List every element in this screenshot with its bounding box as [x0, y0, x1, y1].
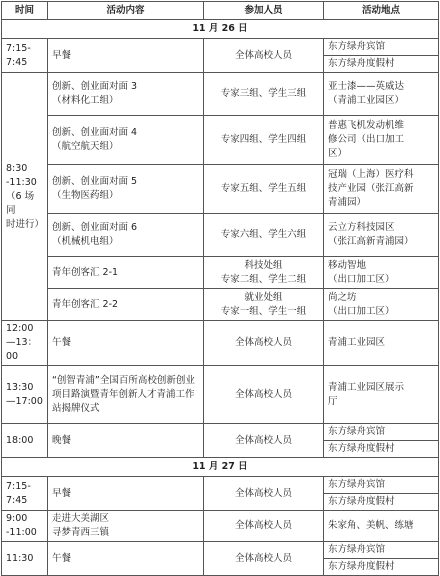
activity-cell: 创新、创业面对面 5 （生物医药组）: [48, 165, 204, 214]
header-venue: 活动地点: [324, 2, 439, 20]
venue-line: 东方绿舟宾馆: [328, 544, 386, 555]
table-row: [2, 257, 439, 289]
participants-cell: 科技处组 专家二组、学生二组: [204, 257, 324, 289]
venue-cell: 冠瑞（上海）医疗科 技产业园（张江高新 青浦园）: [324, 165, 439, 214]
day-row: [2, 458, 439, 477]
time-cell: 13:30 —17:00: [2, 366, 48, 424]
day-label-2: 11 月 27 日: [2, 458, 439, 477]
venue-line: 东方绿舟宾馆: [328, 479, 386, 490]
venue-cell: [324, 39, 439, 73]
day-row: [2, 20, 439, 39]
venue-cell: 亚士漆——英威达 （青浦工业园区）: [324, 73, 439, 116]
table-row: [2, 366, 439, 424]
venue-cell: 普惠飞机发动机维 修公司（出口加工 区）: [324, 116, 439, 165]
day-label-1: 11 月 26 日: [2, 20, 439, 39]
participants-cell: 专家六组、学生六组: [204, 214, 324, 257]
venue-cell: [324, 542, 439, 576]
venue-line: 东方绿舟度假村: [324, 55, 438, 72]
time-cell: 8:30 -11:30 （6 场同 时进行）: [2, 73, 48, 321]
activity-cell: 午餐: [48, 542, 204, 576]
participants-cell: 全体高校人员: [204, 39, 324, 73]
venue-line: 东方绿舟度假村: [324, 493, 438, 510]
table-row: [2, 511, 439, 542]
participants-cell: 全体高校人员: [204, 542, 324, 576]
activity-cell: 走进大美湖区 寻梦青西三镇: [48, 511, 204, 542]
table-row: [2, 321, 439, 366]
activity-cell: 青年创客汇 2-2: [48, 289, 204, 321]
table-row: [2, 214, 439, 257]
activity-cell: 创新、创业面对面 3 （材料化工组）: [48, 73, 204, 116]
venue-cell: 云立方科技园区 （张江高新青浦园）: [324, 214, 439, 257]
participants-cell: 专家五组、学生五组: [204, 165, 324, 214]
venue-line: 东方绿舟度假村: [324, 440, 438, 457]
venue-cell: 青浦工业园区: [324, 321, 439, 366]
header-time: 时间: [2, 2, 48, 20]
table-row: [2, 424, 439, 458]
participants-cell: 就业处组 专家一组、学生一组: [204, 289, 324, 321]
participants-cell: 专家四组、学生四组: [204, 116, 324, 165]
table-row: [2, 73, 439, 116]
time-cell: 7:15- 7:45: [2, 39, 48, 73]
venue-line: 东方绿舟宾馆: [328, 41, 386, 52]
participants-cell: 全体高校人员: [204, 424, 324, 458]
venue-cell: [324, 424, 439, 458]
time-cell: 9:00 -11:00: [2, 511, 48, 542]
time-cell: 11:30: [2, 542, 48, 576]
venue-cell: 尚之坊 （出口加工区）: [324, 289, 439, 321]
activity-cell: 早餐: [48, 477, 204, 511]
time-cell: 7:15- 7:45: [2, 477, 48, 511]
activity-cell: 创新、创业面对面 6 （机械机电组）: [48, 214, 204, 257]
table-row: [2, 39, 439, 73]
venue-cell: [324, 477, 439, 511]
activity-cell: “创智青浦”全国百所高校创新创业项目路演暨青年创新人才青浦工作站揭牌仪式: [48, 366, 204, 424]
participants-cell: 全体高校人员: [204, 511, 324, 542]
venue-line: 东方绿舟宾馆: [328, 426, 386, 437]
activity-cell: 早餐: [48, 39, 204, 73]
venue-line: 东方绿舟度假村: [324, 558, 438, 575]
time-cell: 12:00 —13：00: [2, 321, 48, 366]
participants-cell: 全体高校人员: [204, 366, 324, 424]
table-row: [2, 542, 439, 576]
activity-cell: 午餐: [48, 321, 204, 366]
schedule-table: [1, 1, 439, 576]
participants-cell: 全体高校人员: [204, 477, 324, 511]
table-row: [2, 477, 439, 511]
venue-cell: 青浦工业园区展示 厅: [324, 366, 439, 424]
participants-cell: 全体高校人员: [204, 321, 324, 366]
venue-cell: 移动智地 （出口加工区）: [324, 257, 439, 289]
time-cell: 18:00: [2, 424, 48, 458]
activity-cell: 晚餐: [48, 424, 204, 458]
activity-cell: 青年创客汇 2-1: [48, 257, 204, 289]
table-row: [2, 165, 439, 214]
header-row: [2, 2, 439, 20]
header-activity: 活动内容: [48, 2, 204, 20]
activity-cell: 创新、创业面对面 4 （航空航天组）: [48, 116, 204, 165]
header-participants: 参加人员: [204, 2, 324, 20]
participants-cell: 专家三组、学生三组: [204, 73, 324, 116]
table-row: [2, 116, 439, 165]
venue-cell: 朱家角、美帆、练塘: [324, 511, 439, 542]
table-row: [2, 289, 439, 321]
